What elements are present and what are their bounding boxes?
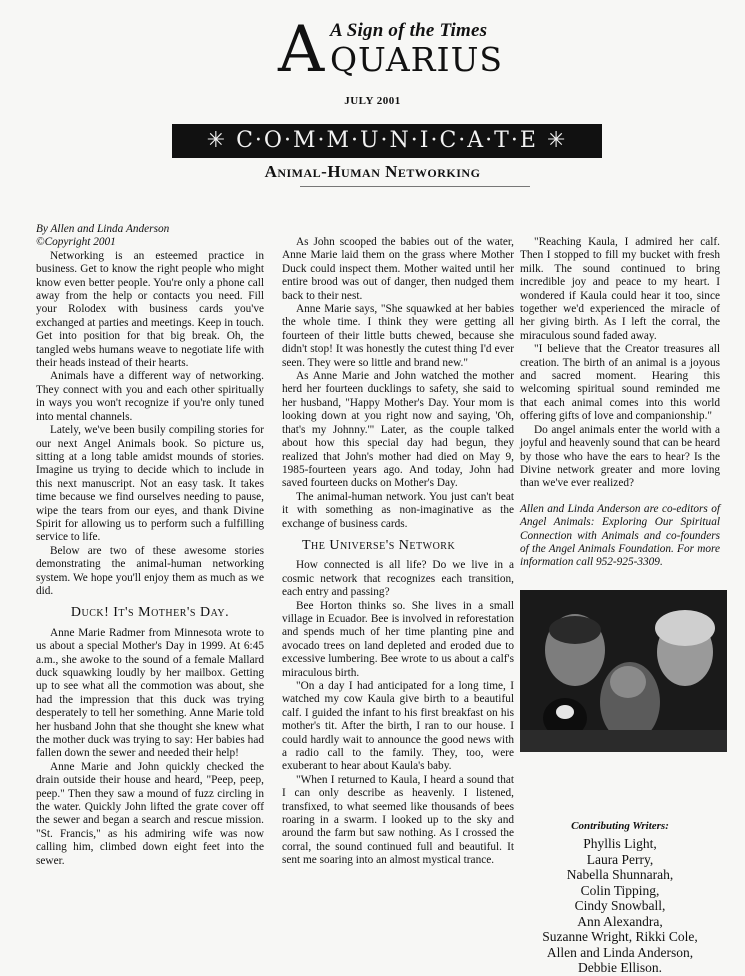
- contributor-line: Colin Tipping,: [580, 882, 660, 898]
- authors-photo: [520, 590, 727, 752]
- paragraph: Animals have a different way of networking. They connect with you and each other spiritually in ways you won't recognize if you're only tuned into mental channels.: [36, 370, 264, 423]
- masthead: [0, 0, 745, 200]
- story-heading-network: The Universe's Network: [302, 537, 456, 553]
- paragraph: Lately, we've been busily compiling stories for our next Angel Animals book. So picture us, sitting at a long table amidst mounds of stories. Imagine us trying to decide which to include in this next manuscript. Not an easy task. It takes time because we find ourselves needing to pause, wipe the tears from our eyes, and thank Divine Spirit for allowing us to perform such a fulfilling service to life.: [36, 424, 264, 544]
- paragraph: As John scooped the babies out of the water, Anne Marie laid them on the grass where Mother Duck could inspect them. Mother waited until her entire brood was out of danger, then nudged them back to their nest.: [282, 236, 514, 302]
- paragraph: Do angel animals enter the world with a joyful and heavenly sound that can be heard by those who have the ears to hear? Is the Divine network greater and more loving than we've ever realized?: [520, 423, 720, 490]
- brand-initial: A: [278, 13, 325, 87]
- copyright: ©Copyright 2001: [36, 236, 116, 249]
- authors-photo-art: [520, 590, 727, 752]
- paragraph: The animal-human network. You just can't beat it with something as non-imaginative as the exchange of business cards.: [282, 490, 514, 530]
- tagline: A Sign of the Times: [330, 20, 488, 41]
- paragraph: Networking is an esteemed practice in business. Get to know the right people who might know even better people. You're only a phone call away from the help or contacts you need. Fill your Rolodex with business cards you've exchanged at parties and meetings. Keep in touch. Get into position for that big break. Oh, the tangled webs humans weave to negotiate life with their heads instead of their hearts.: [36, 249, 264, 370]
- communicate-banner: ✳ C·O·M·M·U·N·I·C·A·T·E ✳: [172, 124, 602, 158]
- paragraph: Below are two of these awesome stories demonstrating the animal-human networking system. We hope you'll enjoy them as much as we did.: [36, 544, 264, 597]
- paragraph: Anne Marie Radmer from Minnesota wrote to us about a special Mother's Day in 1999. At 6:45 a.m., she awoke to the sound of a female Mallard duck squawking loudly by her mailbox. Getting up to see what all the commotion was about, she had the impression that this duck was trying desperately to tell her something. Anne Marie told her husband John that she thought she knew what the mother duck was trying to say: Her babies had fallen down the sewer and needed their help!: [36, 626, 264, 760]
- paragraph: Anne Marie and John quickly checked the drain outside their house and heard, "Peep, peep, peep." Then they saw a mound of fuzz circling in the water. Quickly John lifted the grate cover off the sewer and began a search and rescue mission. "St. Francis," as his admiring wife was now calling him, climbed down eight feet into the sewer.: [36, 760, 264, 867]
- author-bio: Allen and Linda Anderson are co-editors of Angel Animals: Exploring Our Spiritual Connection with Animals and co-founders of the Angel Animals Foundation. For more information call 952-925-3309.: [520, 502, 720, 569]
- contributor-line: Nabella Shunnarah,: [566, 867, 674, 882]
- contributor-line: Ann Alexandra,: [577, 913, 663, 929]
- contributor-line: Laura Perry,: [586, 851, 654, 867]
- title-divider: [300, 186, 530, 187]
- paragraph: As Anne Marie and John watched the mother herd her fourteen ducklings to safety, she said to her husband, "Happy Mother's Day. Your mom is looking down at you right now and saying, 'Oh, that's my Johnny.'" Later, as the couple talked about how this special day had begun, they realized that John's mother had died on May 9, 1985-fourteen years ago. And today, John had saved fourteen ducks on Mother's Day.: [282, 370, 514, 490]
- contributor-line: Phyllis Light,: [583, 836, 657, 851]
- paragraph: How connected is all life? Do we live in a cosmic network that recognizes each transition, each entry and passing?: [282, 559, 514, 599]
- article-column-2: [282, 236, 514, 868]
- paragraph: "Reaching Kaula, I admired her calf. Then I stopped to fill my bucket with fresh milk. The sound continued to bring incredible joy and peace to my heart. I wondered if Kaula could hear it too, since together we'd experienced the miracle of her giving birth. As I left the corral, the miraculous sound faded away.: [520, 236, 720, 342]
- contributor-line: Cindy Snowball,: [574, 898, 666, 913]
- byline: By Allen and Linda Anderson: [36, 223, 170, 235]
- article-column-1: [36, 223, 264, 868]
- section-title: Animal-Human Networking: [264, 162, 481, 181]
- contributors-heading: Contributing Writers:: [571, 820, 669, 832]
- article-column-3: [520, 236, 720, 570]
- paragraph: "I believe that the Creator treasures all creation. The birth of an animal is a joyous and sacred moment. Hearing this welcoming spiritual sound reminded me that each animal comes into this world offering gifts of love and companionship.": [520, 343, 720, 423]
- paragraph: Anne Marie says, "She squawked at her babies the whole time. I think they were getting all fourteen of their little butts chewed, because she didn't stop! It was honestly the cutest thing I'd ever seen. They were so little and brand new.": [282, 303, 514, 369]
- paragraph: "When I returned to Kaula, I heard a sound that I can only describe as heavenly. I listened, transfixed, to what seemed like thousands of bees roaring in a swarm. I looked up to the sky and around the farm but saw nothing. As I crossed the corral, the sound continued full and beautiful. It sent me soaring into an almost mystical trance.: [282, 773, 514, 867]
- contributors-box: [500, 820, 740, 976]
- story-heading-duck: Duck! It's Mother's Day.: [70, 605, 230, 621]
- contributor-line: Allen and Linda Anderson,: [546, 944, 694, 960]
- issue-date: JULY 2001: [344, 95, 401, 107]
- paragraph: Bee Horton thinks so. She lives in a small village in Ecuador. Bee is involved in reforestation and spends much of her time planting pine and avocado trees on land depleted and eroded due to excessive lumbering. Bee wrote to us about a calf's miraculous birth.: [282, 599, 514, 679]
- brand-name: QUARIUS: [330, 40, 503, 79]
- contributor-line: Suzanne Wright, Rikki Cole,: [542, 929, 698, 944]
- paragraph: "On a day I had anticipated for a long time, I watched my cow Kaula give birth to a beautiful calf. I guided the infant to his first breakfast on his mother's tit. After the birth, I ran to our house. I could hardly wait to announce the good news with a radio call to the family. They, too, were exuberant to hear about Kaula's baby.: [282, 680, 514, 773]
- contributor-line: Debbie Ellison.: [578, 960, 662, 975]
